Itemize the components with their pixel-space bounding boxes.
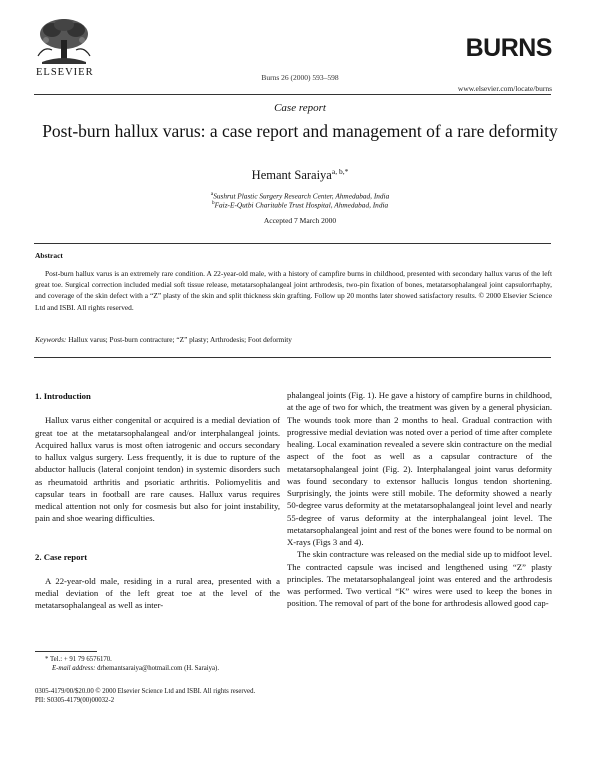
footnote-tel: * Tel.: + 91 79 6576170. bbox=[45, 656, 112, 663]
keywords-list: Hallux varus; Post-burn contracture; “Z” plasty; Arthrodesis; Foot deformity bbox=[68, 335, 292, 344]
abstract-heading: Abstract bbox=[35, 251, 63, 260]
abstract-top-rule bbox=[34, 243, 551, 244]
case-report-heading: 2. Case report bbox=[35, 551, 88, 562]
affiliation-a bbox=[0, 191, 600, 200]
affiliation-a-text: Sushrut Plastic Surgery Research Center, Ahmedabad, India bbox=[213, 191, 390, 201]
elsevier-logo bbox=[32, 16, 104, 78]
keywords-label: Keywords: bbox=[35, 335, 67, 344]
case-report-paragraph-right-1: phalangeal joints (Fig. 1). He gave a history of campfire burns in childhood, at the age of two for which, the treatment was given by a general physician. The wounds took more than 2 months to heal. Gradual contraction with progressive medial deviation was noted over a period of time after complete healing. Local examination revealed a severe skin contracture on the medial aspect of the foot as well as a capsular contracture of the metatarsophalangeal joint (Fig. 2). Interphalangeal joint varus deformity was found secondary to extensor hallucis longus tendon shortening. Surprisingly, the joints were still mobile. The deformity showed a nearly 50-degree varus deformity at the metatarsophalangeal joint level and nearly 55-degree of varus deformity at the interphalangeal joint level. The metatarsophalangeal joint and rest of the bones were found to be normal on X-rays (Figs 3 and 4). bbox=[287, 390, 552, 547]
author-affil-marks: a, b,* bbox=[331, 167, 349, 176]
publisher-name: ELSEVIER bbox=[36, 67, 94, 78]
accepted-date: Accepted 7 March 2000 bbox=[263, 216, 337, 225]
issn-line: 0305-4179/00/$20.00 © 2000 Elsevier Science Ltd and ISBI. All rights reserved. bbox=[35, 688, 256, 695]
elsevier-tree-icon bbox=[32, 16, 96, 66]
affiliation-b-mark: b bbox=[211, 200, 215, 206]
footnote-email-address[interactable]: drhemantsaraiya@hotmail.com (H. Saraiya). bbox=[97, 665, 220, 672]
author-name: Hemant Saraiya bbox=[251, 168, 332, 183]
case-report-paragraph-right-2: The skin contracture was released on the medial side up to midfoot level. The contracted capsule was incised and lengthened using “Z” plasty principles. The metatarsophalangeal joint was entered and the arthrodesis was performed. Two vertical “K” wires were used to keep the bones in position. The removal of part of the bone for arthrodesis allowed good cap- bbox=[287, 549, 552, 609]
affiliation-a-mark: a bbox=[210, 191, 214, 197]
abstract-bottom-rule bbox=[34, 357, 551, 358]
affiliation-b-text: Faiz-E-Qutbi Charitable Trust Hospital, Ahmedabad, India bbox=[214, 200, 389, 210]
abstract-text: Post-burn hallux varus is an extremely rare condition. A 22-year-old male, with a history of campfire burns in childhood, presented with secondary hallux varus of the left great toe. Surgical correction included medial soft tissue release, metatarsophalangeal joint arthrodesis, two-pin fixation of bones, metatarsophalangeal joint capsulorrhaphy, and coverage of the skin defect with a “Z” plasty of the skin and split thickness skin grafting. Follow up 20 months later showed satisfactory results. © 2000 Elsevier Science Ltd and ISBI. All rights reserved. bbox=[35, 269, 552, 312]
introduction-paragraph: Hallux varus either congenital or acquired is a medial deviation of great toe at the metatarsophalangeal and/or interphalangeal joints. Acquired hallux varus is most often iatrogenic and occurs secondary to hallux valgus surgery. Less frequently, it is due to rupture of the abductor hallucis (lateral conjoint tendon) in systemic disorders such as rheumatoid arthritis and psoriatic arthritis. Poliomyelitis and capsular tears in football are rare causes. Hallux varus requires medical attention not only for cosmesis but also for joint instability, pain and shoe wearing difficulties. bbox=[35, 415, 280, 524]
footnote-email-label: E-mail address: bbox=[52, 665, 96, 672]
keywords bbox=[35, 335, 292, 344]
article-title: Post-burn hallux varus: a case report and management of a rare deformity bbox=[42, 121, 558, 141]
pii-line: PII: S0305-4179(00)00032-2 bbox=[35, 697, 115, 704]
article-type: Case report bbox=[274, 102, 326, 114]
case-report-paragraph-left: A 22-year-old male, residing in a rural area, presented with a medial deviation of the left great toe at the level of the metatarsophalangeal as well as inter- bbox=[35, 575, 280, 611]
journal-url[interactable]: www.elsevier.com/locate/burns bbox=[457, 84, 552, 93]
journal-brand: BURNS bbox=[465, 34, 552, 62]
left-column bbox=[35, 390, 280, 612]
header-rule bbox=[34, 94, 551, 95]
affiliation-b bbox=[0, 200, 600, 209]
introduction-heading: 1. Introduction bbox=[35, 391, 91, 401]
author-line bbox=[0, 167, 600, 183]
journal-citation: Burns 26 (2000) 593–598 bbox=[261, 73, 339, 82]
right-column bbox=[287, 389, 552, 610]
footnote-email bbox=[52, 665, 219, 672]
footnote-rule bbox=[35, 651, 97, 652]
